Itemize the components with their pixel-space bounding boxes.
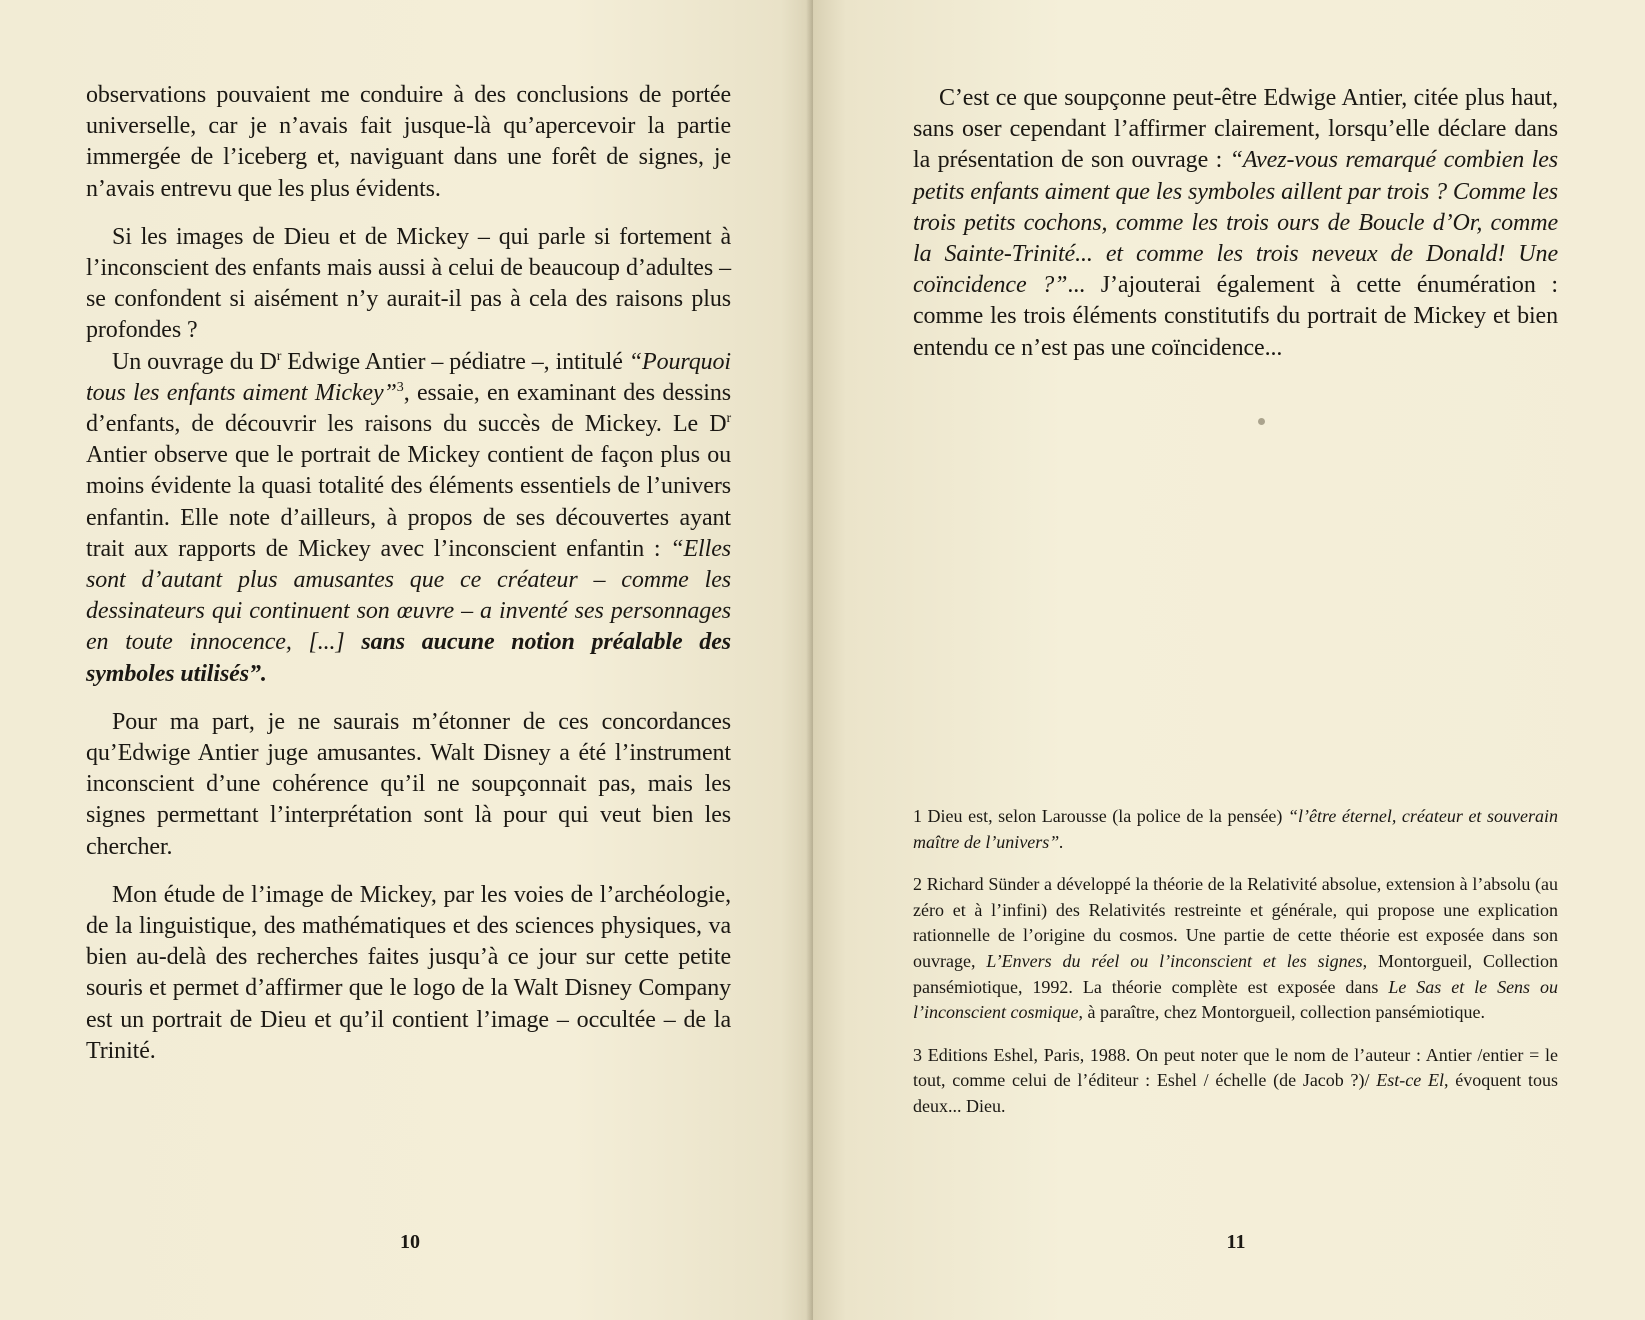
text-run: , à paraître, chez Montorgueil, collection pansémiotique. [1078, 1002, 1485, 1023]
ink-speck [1258, 418, 1265, 425]
left-page-body [86, 80, 731, 1067]
left-paragraph-3 [86, 347, 731, 690]
text-run: , essaie, en examinant des dessins d’enfants, de découvrir les raisons du succès de Mickey. Le D [86, 379, 731, 438]
text-run: ... J’ajouterai également à cette énumération : comme les trois éléments constitutifs du portrait de Mickey et bien entendu ce n’est pas une coïncidence... [913, 272, 1558, 361]
footnotes [913, 804, 1558, 1137]
text-run: 3 [396, 379, 404, 395]
right-page-body [913, 83, 1558, 364]
text-run: Si les images de Dieu et de Mickey – qui parle si fortement à l’inconscient des enfants mais aussi à celui de beaucoup d’adultes – se confondent si aisément n’y aurait-il pas à cela des raisons plus profondes ? [86, 223, 731, 344]
text-run: observations pouvaient me conduire à des conclusions de portée universelle, car je n’avais fait jusque-là qu’apercevoir la partie immergée de l’iceberg et, naviguant dans une forêt de signes, je n’avais entrevu que les plus évidents. [86, 82, 731, 202]
text-run: 3 Editions Eshel, Paris, 1988. On peut noter que le nom de l’auteur : Antier /entier = le tout, comme celui de l’éditeur : Eshel / échelle (de Jacob ?)/ [913, 1044, 1558, 1091]
text-run: r [726, 411, 731, 427]
text-run: “Elles sont d’autant plus amusantes que ce créateur – comme les dessinateurs qui continuent son œuvre – a inventé ses personnages en toute innocence, [...] [86, 535, 731, 656]
footnote-2 [913, 872, 1558, 1026]
text-run: C’est ce que soupçonne peut-être Edwige Antier, citée plus haut, sans oser cependant l’affirmer clairement, lorsqu’elle déclare dans la présentation de son ouvrage : [913, 85, 1558, 174]
text-run: r [276, 348, 282, 364]
text-run: Est-ce El [1376, 1070, 1444, 1091]
text-run: Un ouvrage du D [112, 348, 277, 375]
footnote-1 [913, 804, 1558, 855]
text-run: “Avez-vous remarqué combien les petits enfants aiment que les symboles aillent par trois ? Comme les trois petits cochons, comme les trois ours de Boucle d’Or, comme la Sainte-Trinité... et comme les trois neveux de Donald! Une coïncidence ?” [913, 147, 1558, 299]
left-paragraph-5 [86, 880, 731, 1067]
left-page [0, 0, 813, 1320]
text-run: Pour ma part, je ne saurais m’étonner de ces concordances qu’Edwige Antier juge amusantes. Walt Disney a été l’instrument inconscient d’une cohérence qu’il ne soupçonnait pas, mais les signes permettant l’interprétation sont là pour qui veut bien les chercher. [86, 708, 731, 860]
text-run: 2 Richard Sünder a développé la théorie de la Relativité absolue, extension à l’absolu (au zéro et à l’infini) des Relativités restreinte et générale, qui propose une explication rationnelle de l’origine du cosmos. Une partie de cette théorie est exposée dans son ouvrage, [913, 874, 1558, 971]
text-run: Le Sas et le Sens ou l’inconscient cosmique [913, 976, 1558, 1023]
text-run: “Pourquoi tous les enfants aiment Mickey” [86, 348, 731, 406]
right-page [813, 0, 1645, 1320]
text-run: 1 Dieu est, selon Larousse (la police de la pensée) [913, 806, 1288, 826]
text-run: sans aucune notion préalable des symboles utilisés”. [86, 629, 731, 687]
text-run: , Montorgueil, Collection pansémiotique, 1992. La théorie complète est exposée dans [913, 950, 1558, 997]
text-run: , évoquent tous deux... Dieu. [913, 1070, 1558, 1116]
left-paragraph-4 [86, 707, 731, 863]
text-run: L’Envers du réel ou l’inconscient et les signes [986, 950, 1363, 971]
text-run: Mon étude de l’image de Mickey, par les voies de l’archéologie, de la linguistique, des mathématiques et des sciences physiques, va bien au-delà des recherches faites jusqu’à ce jour sur cette petite souris et permet d’affirmer que le logo de la Walt Disney Company est un portrait de Dieu et qu’il contient l’image – occultée – de la Trinité. [86, 881, 731, 1064]
text-run: Edwige Antier – pédiatre –, intitulé [281, 348, 629, 375]
page-number-right: 11 [1226, 1231, 1246, 1253]
left-paragraph-2 [86, 222, 731, 347]
page-number-left: 10 [400, 1231, 420, 1253]
right-paragraph-1 [913, 83, 1558, 364]
text-run: “l’être éternel, créateur et souverain maître de l’univers”. [913, 806, 1558, 852]
footnote-3 [913, 1043, 1558, 1120]
left-paragraph-1 [86, 80, 731, 205]
text-run: Antier observe que le portrait de Mickey contient de façon plus ou moins évidente la quasi totalité des éléments essentiels de l’univers enfantin. Elle note d’ailleurs, à propos de ses découvertes ayant trait aux rapports de Mickey avec l’inconscient enfantin : [86, 442, 731, 562]
